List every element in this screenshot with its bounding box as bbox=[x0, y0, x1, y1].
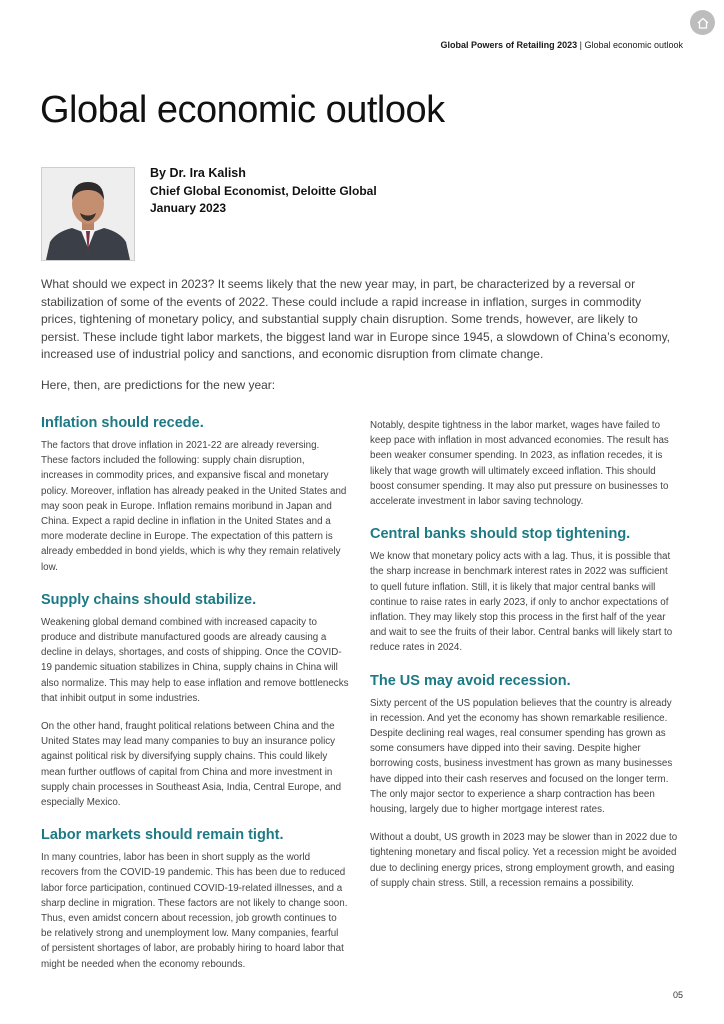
heading-supply-chains: Supply chains should stabilize. bbox=[41, 591, 257, 608]
author-date: January 2023 bbox=[150, 201, 227, 215]
supply-paragraph-1: Weakening global demand combined with increased capacity to produce and distribute manufactured goods are already causing a decline in delays, shortages, and costs of shipping. Once the COVID-19 pandemic situation stabilizes in China, supply chains in China will also normalize. This may help to ease inflation and remove bottlenecks that inhibit output in some industries. bbox=[41, 616, 349, 704]
author-portrait-icon bbox=[42, 168, 134, 260]
page-title: Global economic outlook bbox=[40, 89, 445, 131]
heading-us-recession: The US may avoid recession. bbox=[370, 672, 571, 689]
author-role: Chief Global Economist, Deloitte Global bbox=[150, 183, 377, 198]
intro-paragraph: What should we expect in 2023? It seems likely that the new year may, in part, be characterized by a reversal or stabilization of some of the events of 2022. These could include a rapid increase in inflation, surges in commodity prices, tightening of monetary policy, and substantial supply chain disruption. Some trends, however, are likely to persist. These include tight labor markets, the biggest land war in Europe since 1945, a slowdown of China’s economy, increased use of industrial policy and sanctions, and economic disruption from climate change. bbox=[41, 277, 671, 362]
inflation-paragraph: The factors that drove inflation in 2021-22 are already reversing. These factors included the following: supply chain disruption, increases in commodity prices, and expansive fiscal and monetary policy. Moreover, inflation has already peaked in the United States and may soon peak in Europe. Inflation remains moribund in Japan and China. Expect a rapid decline in inflation in the United States and a more moderate decline in Europe. The expectation of this pattern is already embedded in bond yields, which is why they remain relatively low. bbox=[41, 440, 347, 573]
wages-paragraph: Notably, despite tightness in the labor market, wages have failed to keep pace with inflation in most advanced economies. The result has been weaker consumer spending. In 2023, as inflation recedes, it is likely that wage growth will ultimately exceed inflation. This should boost consumer spending. It may also put pressure on businesses to accelerate investment in labor saving technology. bbox=[370, 420, 669, 508]
home-icon bbox=[696, 16, 710, 30]
author-block bbox=[150, 165, 377, 218]
recession-paragraph-2: Without a doubt, US growth in 2023 may be slower than in 2022 due to tightening monetary and fiscal policy. Yet a recession might be avoided due to declining energy prices, strong employment growth, and easing of supply chain stress. Still, a recession remains a possibility. bbox=[370, 832, 678, 889]
lead-sentence: Here, then, are predictions for the new year: bbox=[41, 378, 276, 392]
heading-central-banks: Central banks should stop tightening. bbox=[370, 526, 631, 543]
supply-paragraph-2: On the other hand, fraught political relations between China and the United States may lead many companies to buy an insurance policy against political risk by diversifying supply chains. This could likely mean further outflows of capital from China and more investment in supply chain processes in Southeast Asia, India, Central Europe, and especially Mexico. bbox=[41, 721, 342, 809]
right-column bbox=[370, 418, 678, 891]
central-banks-paragraph: We know that monetary policy acts with a lag. Thus, it is possible that the sharp increase in benchmark interest rates in 2022 was sufficient to quell future inflation. Still, it is likely that major central banks will continue to raise rates in early 2023, if only to anchor expectations of inflation. They may likely stop this process in the first half of the year and wait to see the fruits of their labor. Central banks will likely start to reduce rates in 2024. bbox=[370, 551, 673, 654]
running-header bbox=[441, 40, 683, 50]
header-separator: | bbox=[577, 40, 585, 50]
labor-paragraph: In many countries, labor has been in short supply as the world recovers from the COVID-19 pandemic. This has been due to reduced labor force participation, continued COVID-19-related illnesses, and a sharp decline in migration. These factors are not likely to change soon. Thus, even amidst concern about recession, job growth continues to be relatively strong and unemployment low. Many companies, fearful of persistent shortages of labor, are probably hiring to hoard labor that might be needed when the economy rebounds. bbox=[41, 852, 348, 970]
header-section: Global economic outlook bbox=[584, 40, 683, 50]
page-number: 05 bbox=[672, 990, 683, 1000]
left-column bbox=[41, 414, 349, 972]
recession-paragraph-1: Sixty percent of the US population believes that the country is already in recession. And yet the economy has shown remarkable resilience. Despite declining real wages, real consumer spending has grown as some consumers have dipped into their saving. Despite higher borrowing costs, business investment has grown as many businesses have dipped into their cash reserves and focused on the longer term. The only major sector to experience a sharp contraction has been housing, largely due to higher mortgage interest rates. bbox=[370, 697, 673, 816]
heading-inflation: Inflation should recede. bbox=[41, 415, 204, 431]
heading-labor-markets: Labor markets should remain tight. bbox=[41, 827, 284, 844]
header-publication: Global Powers of Retailing 2023 bbox=[440, 40, 578, 50]
author-byline: By Dr. Ira Kalish bbox=[150, 166, 246, 180]
home-button[interactable] bbox=[690, 10, 715, 35]
author-photo bbox=[41, 167, 135, 261]
